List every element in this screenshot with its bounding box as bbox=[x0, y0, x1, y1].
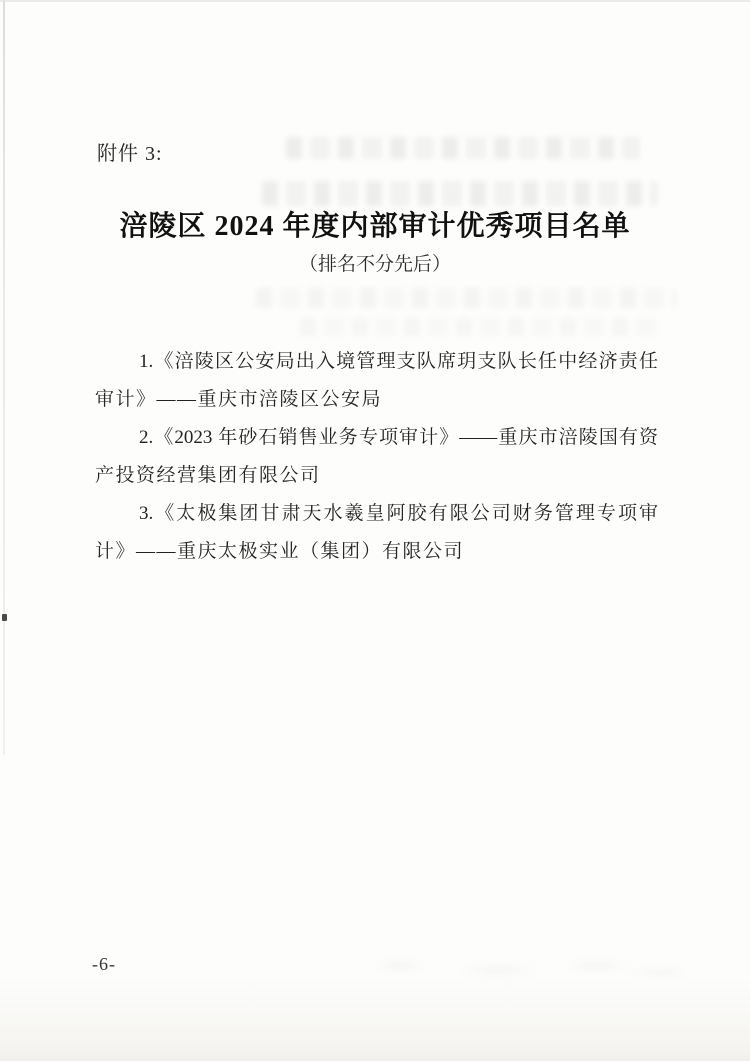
item-3-line-2: 计》——重庆太极实业（集团）有限公司 bbox=[95, 541, 465, 562]
ink-bleedthrough-line-3 bbox=[256, 288, 676, 308]
document-title: 涪陵区 2024 年度内部审计优秀项目名单 bbox=[119, 211, 631, 242]
ink-bleedthrough-line-1 bbox=[286, 137, 640, 159]
list-item-2 bbox=[95, 419, 658, 495]
scan-speck bbox=[2, 614, 7, 621]
ink-bleedthrough-bottom bbox=[350, 952, 680, 998]
item-1-line-2: 审计》——重庆市涪陵区公安局 bbox=[95, 389, 383, 410]
list-item-1 bbox=[95, 343, 658, 419]
document-subtitle: （排名不分先后） bbox=[298, 254, 451, 275]
item-2-line-2: 产投资经营集团有限公司 bbox=[95, 465, 321, 486]
page-number: -6- bbox=[92, 954, 116, 974]
ink-bleedthrough-line-2 bbox=[262, 181, 658, 206]
ink-bleedthrough-line-4 bbox=[300, 318, 660, 336]
audit-project-list bbox=[95, 343, 658, 571]
item-2-line-1: 2.《2023 年砂石销售业务专项审计》——重庆市涪陵国有资 bbox=[139, 427, 658, 448]
list-item-3 bbox=[95, 495, 658, 571]
scan-top-edge bbox=[0, 0, 750, 2]
item-3-line-1: 3.《太极集团甘肃天水羲皇阿胶有限公司财务管理专项审 bbox=[139, 503, 658, 524]
scan-left-edge bbox=[3, 0, 5, 755]
item-1-line-1: 1.《涪陵区公安局出入境管理支队席玥支队长任中经济责任 bbox=[139, 351, 658, 372]
attachment-label: 附件 3: bbox=[97, 143, 163, 165]
